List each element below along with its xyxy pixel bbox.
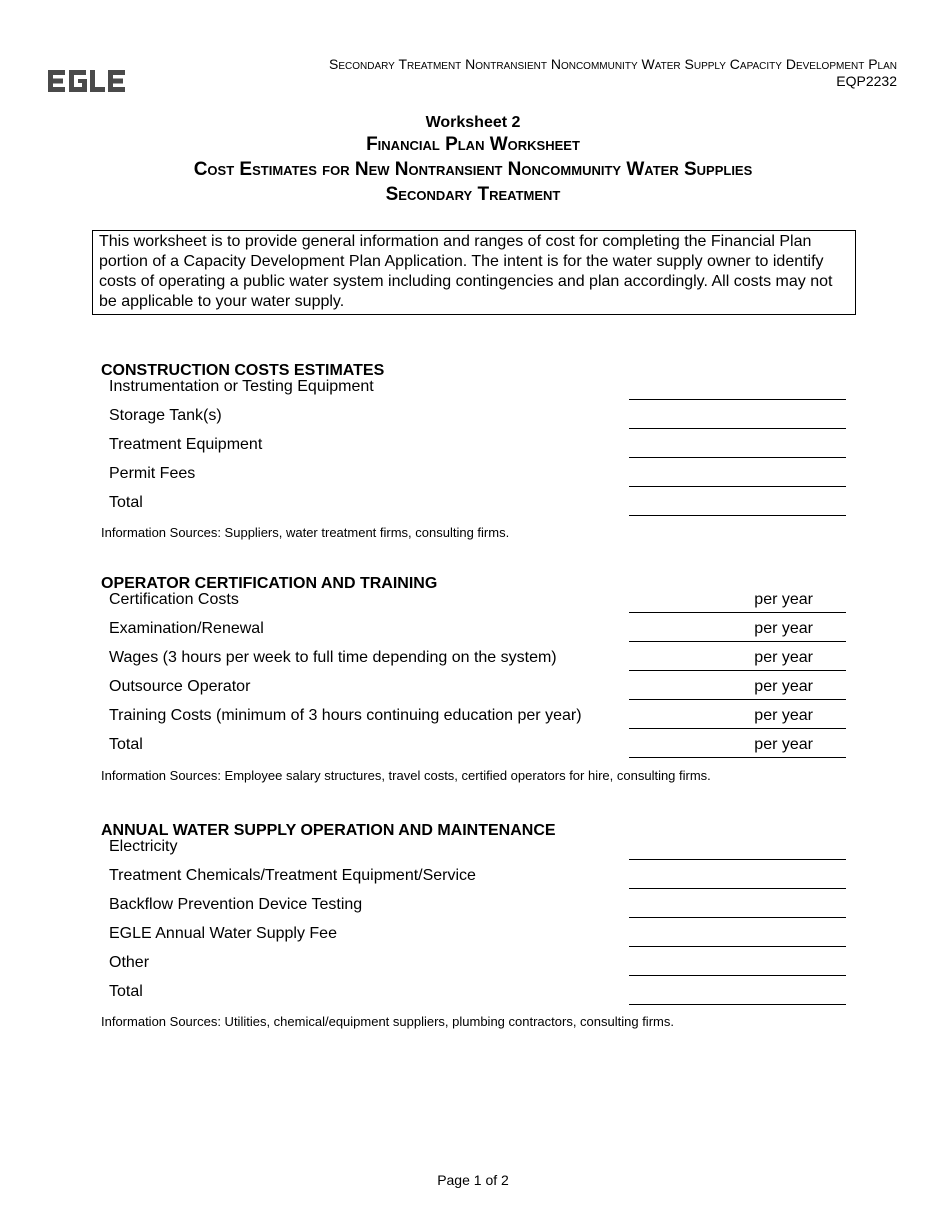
form-row (101, 465, 846, 500)
section-heading: ANNUAL WATER SUPPLY OPERATION AND MAINTENANCE (101, 822, 556, 839)
amount-blank[interactable] (629, 670, 846, 671)
row-label: Wages (3 hours per week to full time depending on the system) (109, 649, 557, 666)
row-label: Total (109, 736, 143, 753)
amount-blank[interactable] (629, 486, 846, 487)
row-label: Instrumentation or Testing Equipment (109, 378, 374, 395)
amount-blank[interactable] (629, 399, 846, 400)
amount-blank[interactable] (629, 888, 846, 889)
amount-blank[interactable] (629, 1004, 846, 1005)
form-row (101, 707, 846, 742)
row-label: Examination/Renewal (109, 620, 264, 637)
worksheet-subtitle-2: Secondary Treatment (385, 184, 561, 205)
amount-blank[interactable] (629, 859, 846, 860)
row-label: Certification Costs (109, 591, 239, 608)
egle-logo (48, 68, 128, 94)
unit-label: per year (754, 707, 813, 724)
amount-blank[interactable] (629, 428, 846, 429)
worksheet-title (0, 113, 946, 207)
amount-blank[interactable] (629, 612, 846, 613)
form-header (329, 56, 897, 90)
row-label: Treatment Chemicals/Treatment Equipment/Service (109, 867, 476, 884)
row-label: Training Costs (minimum of 3 hours continuing education per year) (109, 707, 582, 724)
unit-label: per year (754, 649, 813, 666)
amount-blank[interactable] (629, 757, 846, 758)
amount-blank[interactable] (629, 515, 846, 516)
form-row (101, 436, 846, 471)
row-label: Outsource Operator (109, 678, 251, 695)
form-number: EQP2232 (836, 73, 897, 89)
row-label: EGLE Annual Water Supply Fee (109, 925, 337, 942)
row-label: Backflow Prevention Device Testing (109, 896, 363, 913)
amount-blank[interactable] (629, 975, 846, 976)
unit-label: per year (754, 620, 813, 637)
row-label: Electricity (109, 838, 178, 855)
form-row (101, 736, 846, 771)
worksheet-number: Worksheet 2 (425, 114, 521, 131)
intro-box: This worksheet is to provide general information and ranges of cost for completing the Financial Plan portion of a Capacity Development Plan Application. The intent is for the water supply owner to identify costs of operating a public water system including contingencies and plan accordingly. All costs may not be applicable to your water supply. (92, 230, 856, 315)
section-heading: CONSTRUCTION COSTS ESTIMATES (101, 362, 385, 379)
amount-blank[interactable] (629, 917, 846, 918)
amount-blank[interactable] (629, 699, 846, 700)
row-label: Permit Fees (109, 465, 196, 482)
unit-label: per year (754, 591, 813, 608)
amount-blank[interactable] (629, 946, 846, 947)
row-label: Treatment Equipment (109, 436, 263, 453)
annual-section (101, 822, 846, 1018)
annual-sources: Information Sources: Utilities, chemical/equipment suppliers, plumbing contractors, consulting firms. (101, 1014, 674, 1029)
unit-label: per year (754, 678, 813, 695)
row-label: Storage Tank(s) (109, 407, 222, 424)
operator-sources: Information Sources: Employee salary structures, travel costs, certified operators for hire, consulting firms. (101, 768, 711, 783)
form-row (101, 954, 846, 989)
amount-blank[interactable] (629, 457, 846, 458)
row-label: Total (109, 494, 143, 511)
form-title: Secondary Treatment Nontransient Noncommunity Water Supply Capacity Development Plan (329, 56, 897, 72)
unit-label: per year (754, 736, 813, 753)
page-number: Page 1 of 2 (437, 1172, 509, 1188)
row-label: Other (109, 954, 150, 971)
row-label: Total (109, 983, 143, 1000)
construction-sources: Information Sources: Suppliers, water treatment firms, consulting firms. (101, 525, 510, 540)
form-row (101, 925, 846, 960)
operator-section (101, 575, 846, 771)
worksheet-name: Financial Plan Worksheet (366, 134, 580, 155)
worksheet-subtitle: Cost Estimates for New Nontransient Noncommunity Water Supplies (193, 159, 753, 180)
section-heading: OPERATOR CERTIFICATION AND TRAINING (101, 575, 438, 592)
amount-blank[interactable] (629, 728, 846, 729)
construction-section (101, 362, 846, 529)
amount-blank[interactable] (629, 641, 846, 642)
